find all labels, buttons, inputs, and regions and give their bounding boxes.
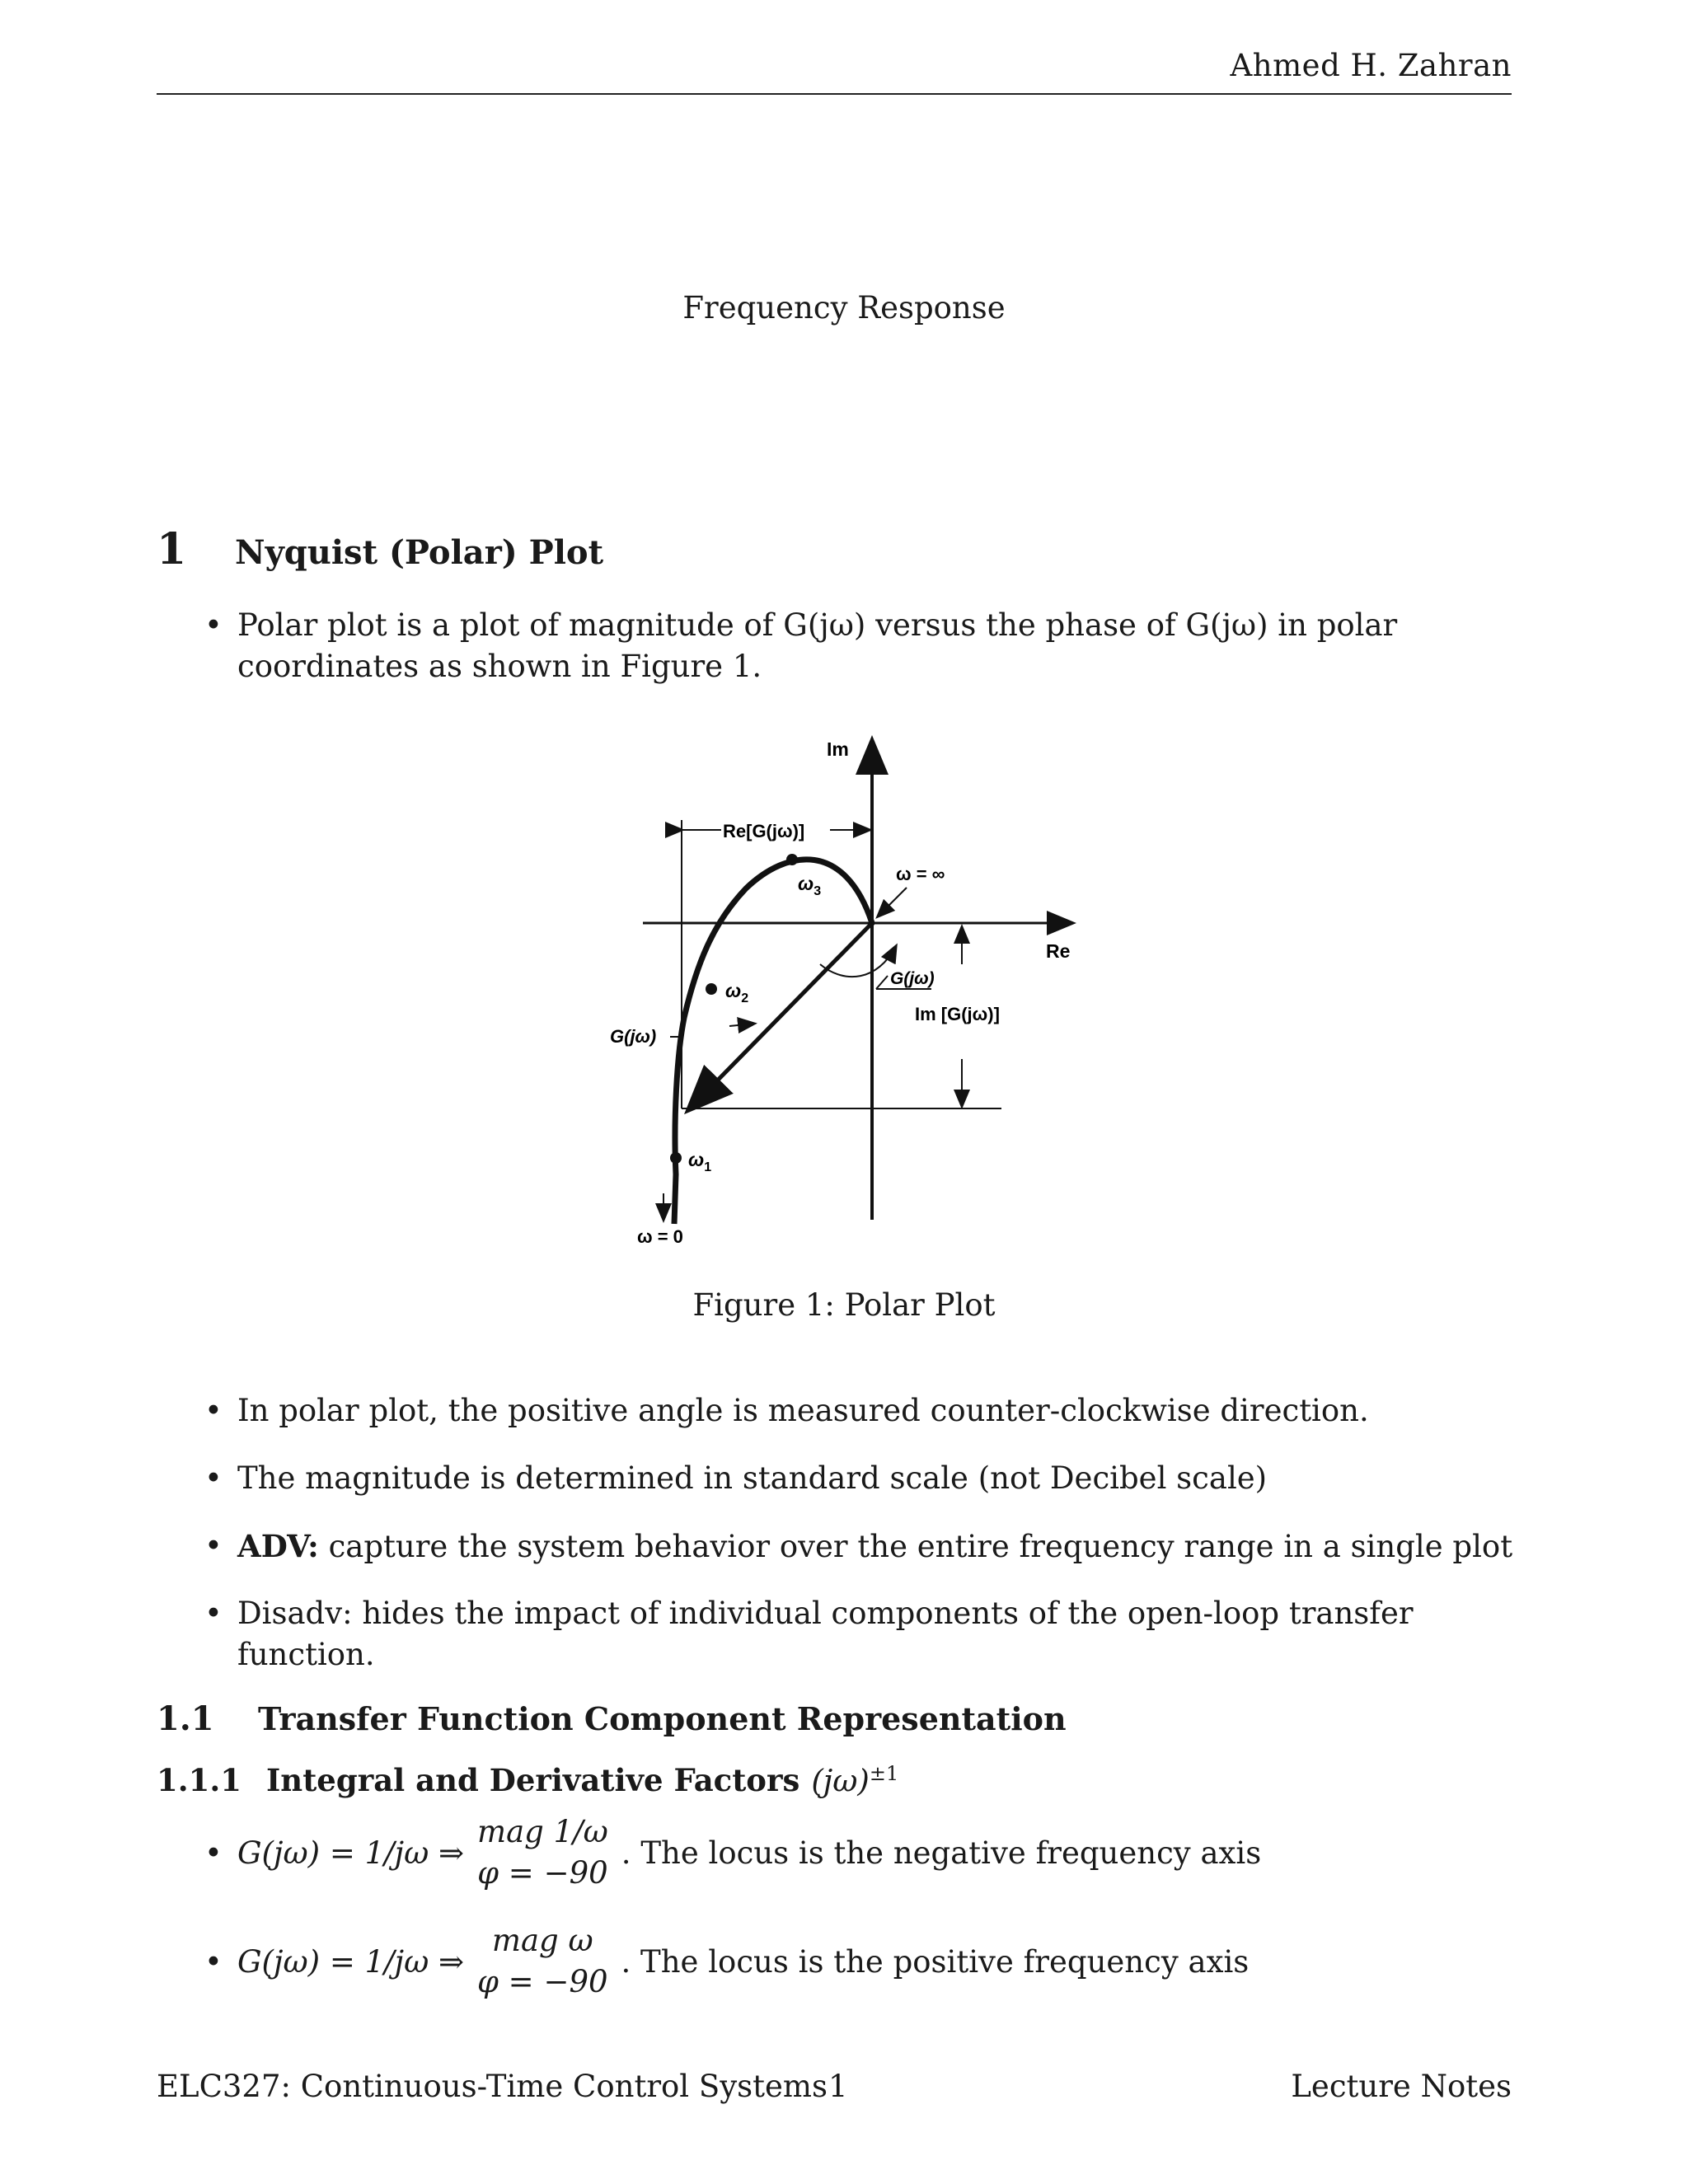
section-heading	[157, 524, 603, 574]
subsubsection-math: (jω)	[811, 1763, 870, 1799]
bullet-icon: •	[204, 1528, 223, 1563]
re-axis-label: Re	[1046, 940, 1071, 962]
omega2-point	[706, 983, 717, 995]
polar-locus-curve	[675, 860, 872, 1174]
equation-description: . The locus is the negative frequency axis	[621, 1835, 1262, 1871]
list-item-text: In polar plot, the positive angle is measured counter-clockwise direction.	[237, 1393, 1369, 1428]
omega1-label: $\omega_1$	[688, 1149, 712, 1174]
list-item	[204, 1526, 1540, 1568]
equation-description: . The locus is the positive frequency axis	[621, 1943, 1250, 1980]
omega3-label: $\omega_3$	[798, 873, 822, 898]
omega-infinity-label: ω = ∞	[896, 864, 945, 884]
im-axis-label: Im	[827, 738, 849, 760]
list-item	[204, 605, 1540, 687]
list-item	[204, 1593, 1540, 1675]
list-item	[204, 1458, 1540, 1499]
subsubsection-sup: ±1	[869, 1762, 899, 1785]
im-g-label: Im [G(jω)]	[915, 1004, 1000, 1024]
angle-g-label: G(jω)	[890, 969, 935, 988]
bullet-icon: •	[204, 1943, 223, 1980]
subsection-title: Transfer Function Component Representation	[258, 1700, 1067, 1737]
omega-zero-tail	[674, 1174, 676, 1224]
adv-label: ADV:	[237, 1528, 319, 1564]
polar-plot-figure	[598, 725, 1109, 1253]
equation-item	[204, 1920, 1249, 2003]
vector-g-label: G(jω)	[610, 1026, 657, 1047]
figure-caption: Figure 1: Polar Plot	[692, 1287, 996, 1323]
subsection-number: 1.1	[157, 1699, 214, 1738]
equation-phase: φ = −90	[477, 1964, 608, 1999]
omega1-point	[670, 1152, 682, 1164]
subsubsection-heading	[157, 1762, 898, 1798]
list-item-text: The magnitude is determined in standard scale (not Decibel scale)	[237, 1460, 1268, 1496]
list-item-text: Polar plot is a plot of magnitude of G(jω) versus the phase of G(jω) in polar coordinates as shown in Figure 1.	[237, 607, 1398, 684]
list-item	[204, 1390, 1540, 1432]
vector-g	[690, 923, 872, 1108]
section-number: 1	[157, 524, 187, 574]
subsubsection-title: Integral and Derivative Factors	[266, 1762, 800, 1799]
subsubsection-number: 1.1.1	[157, 1762, 241, 1799]
bullet-icon: •	[204, 1596, 223, 1631]
section-title: Nyquist (Polar) Plot	[235, 533, 604, 572]
equation-lhs: G(jω) = 1/jω ⇒	[237, 1835, 465, 1871]
omega2-label: $\omega_2$	[725, 980, 749, 1005]
equation-phase: φ = −90	[477, 1855, 608, 1891]
omega-zero-label: ω = 0	[637, 1226, 683, 1247]
equation-item	[204, 1811, 1261, 1894]
document-title: Frequency Response	[682, 290, 1006, 326]
footer-page-number: 1	[828, 2069, 848, 2104]
equation-lhs: G(jω) = 1/jω ⇒	[237, 1943, 465, 1980]
bullet-icon: •	[204, 1835, 223, 1871]
bullet-icon: •	[204, 1460, 223, 1496]
footer-course: ELC327: Continuous-Time Control Systems	[157, 2069, 828, 2104]
bullet-icon: •	[204, 607, 223, 643]
list-item-text: capture the system behavior over the entire frequency range in a single plot	[328, 1529, 1513, 1564]
omega-infinity-arrow	[878, 888, 907, 916]
subsection-heading	[157, 1699, 1067, 1738]
header-rule	[157, 93, 1512, 95]
vector-label-arrow	[729, 1024, 754, 1026]
re-g-label: Re[G(jω)]	[723, 821, 805, 841]
equation-magnitude: mag 1/ω	[477, 1814, 608, 1849]
footer-right: Lecture Notes	[1291, 2069, 1512, 2104]
header-author: Ahmed H. Zahran	[1230, 48, 1512, 83]
equation-magnitude: mag ω	[491, 1923, 593, 1958]
list-item-text: Disadv: hides the impact of individual components of the open-loop transfer function.	[237, 1596, 1414, 1672]
angle-symbol-stroke	[876, 976, 888, 989]
omega3-point	[786, 854, 798, 865]
bullet-icon: •	[204, 1393, 223, 1428]
